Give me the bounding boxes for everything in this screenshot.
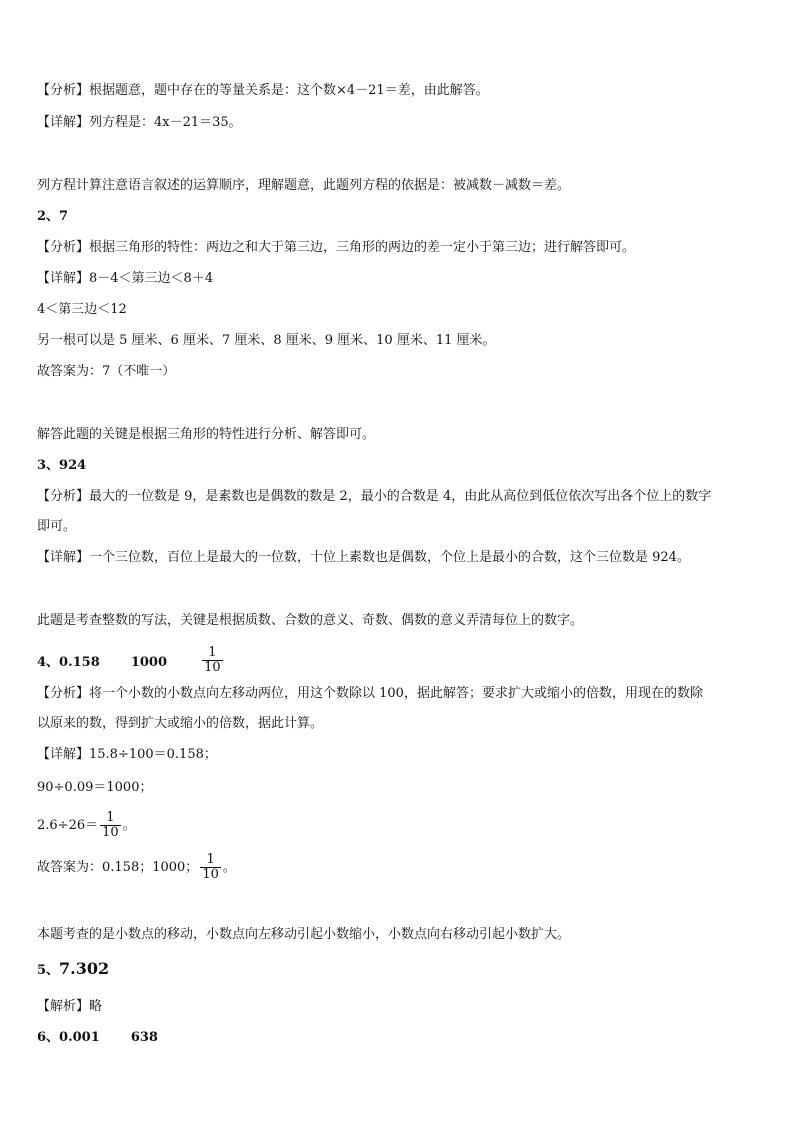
detail-q4: 【详解】15.8÷100＝0.158； [37,747,217,762]
answer-q4-part2: 1000 [130,655,168,670]
detail-q4-line2: 90÷0.09＝1000； [37,780,153,795]
detail-q4-line3: 2.6÷26＝ $\frac{1}{10}$ 。 [37,810,136,840]
analysis-q2: 【分析】根据三角形的特性：两边之和大于第三边，三角形的两边的差一定小于第三边；进行解答即可。 [37,240,636,255]
answer-q2: 2、7 [37,209,69,224]
detail-q3: 【详解】一个三位数，百位上是最大的一位数，十位上素数也是偶数，个位上是最小的合数，这个三位数是 924。 [37,550,690,565]
analysis-q3-cont: 即可。 [37,519,77,534]
detail-q1: 【详解】列方程是：4x－21＝35。 [37,115,242,130]
comment-q4: 本题考查的是小数点的移动，小数点向左移动引起小数缩小，小数点向右移动引起小数扩大。 [37,927,571,942]
detail-q2-line2: 4＜第三边＜12 [37,302,127,317]
answer-q6: 6、0.001 638 [37,1030,158,1045]
fraction-one-tenth: $\frac{1}{10}$ [202,852,219,882]
analysis-q1: 【分析】根据题意，题中存在的等量关系是：这个数×4－21＝差，由此解答。 [37,83,489,98]
comment-q2: 解答此题的关键是根据三角形的特性进行分析、解答即可。 [37,427,376,442]
detail-q2: 【详解】8－4＜第三边＜8＋4 [37,271,214,286]
analysis-q5: 【解析】略 [37,999,103,1014]
fraction-one-tenth: $\frac{1}{10}$ [102,810,119,840]
comment-q3: 此题是考查整数的写法，关键是根据质数、合数的意义、奇数、偶数的意义弄清每位上的数字。 [37,613,584,628]
analysis-q4: 【分析】将一个小数的小数点向左移动两位，用这个数除以 100，据此解答；要求扩大或缩小的倍数，用现在的数除 [37,686,703,701]
answer-q3: 3、924 [37,458,87,473]
final-answer-q4: 故答案为：0.158；1000； $\frac{1}{10}$ 。 [37,852,236,882]
answer-q4-part1: 4、0.158 [37,655,100,670]
final-answer-q2: 故答案为：7（不唯一） [37,364,176,379]
detail-q2-line3: 另一根可以是 5 厘米、6 厘米、7 厘米、8 厘米、9 厘米、10 厘米、11 厘米。 [37,333,496,348]
answer-q4 [37,645,225,677]
analysis-q4-cont: 以原来的数，得到扩大或缩小的倍数，据此计算。 [37,716,324,731]
answer-q5: 5、7.302 [37,959,110,978]
comment-q1: 列方程计算注意语言叙述的运算顺序，理解题意，此题列方程的依据是：被减数－减数＝差。 [37,178,571,193]
fraction-one-tenth: $\frac{1}{10}$ [204,645,221,675]
analysis-q3: 【分析】最大的一位数是 9，是素数也是偶数的数是 2，最小的合数是 4，由此从高位到低位依次写出各个位上的数字 [37,489,712,504]
